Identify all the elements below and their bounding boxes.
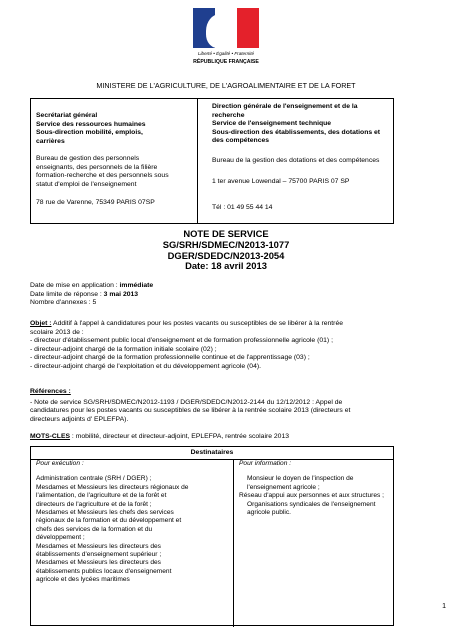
- execution-recipient: Mesdames et Messieurs les chefs des services: [36, 509, 174, 517]
- sg-bureau: [36, 155, 198, 189]
- execution-recipient: Mesdames et Messieurs les directeurs des: [36, 559, 161, 567]
- note-meta: [30, 282, 420, 308]
- dger-heading-line: Direction générale de l'enseignement et de la: [212, 103, 358, 110]
- execution-recipient: l'alimentation, de l'agriculture et de la forêt et: [36, 492, 167, 500]
- recipients-information: [239, 460, 393, 517]
- sg-bureau-line: statut d'emploi de l'enseignement: [36, 180, 137, 188]
- sg-heading-line: Secrétariat général: [36, 112, 98, 119]
- references-section: [30, 388, 430, 424]
- objet-item: - directeur d'établissement public local d'enseignement et de formation professionnelle agricole (01) ;: [30, 337, 333, 345]
- note-date: Date: 18 avril 2013: [185, 260, 267, 272]
- sg-bureau-line: Bureau de gestion des personnels: [36, 155, 140, 162]
- note-title-line: NOTE DE SERVICE: [183, 228, 269, 239]
- sender-box-sg: [30, 98, 198, 224]
- sg-bureau-line: enseignants, des personnels de la filière: [36, 163, 158, 171]
- execution-recipient: développement ;: [36, 534, 85, 542]
- dger-heading: [212, 103, 392, 146]
- dger-heading-line: recherche: [212, 111, 245, 119]
- note-title: [0, 229, 452, 272]
- republique-francaise-logo: [193, 8, 259, 72]
- flag-icon: [193, 8, 259, 48]
- information-recipient: l'enseignement agricole ;: [247, 483, 320, 491]
- references-line: directeurs adjoints d' EPLEFPA).: [30, 415, 129, 423]
- execution-recipient: Mesdames et Messieurs les directeurs régionaux de: [36, 483, 189, 491]
- application-date: Date de mise en application : immédiate: [30, 282, 154, 289]
- sender-box-dger: [197, 98, 394, 224]
- sg-address: 78 rue de Varenne, 75349 PARIS 07SP: [36, 199, 155, 206]
- sg-heading: [36, 112, 196, 146]
- logo-motto: Liberté • Égalité • Fraternité: [197, 51, 255, 56]
- execution-recipient: régionaux de la formation et du développement et: [36, 517, 182, 525]
- deadline-date: Date limite de réponse : 3 mai 2013: [30, 290, 139, 298]
- execution-recipient: directeurs de l'agriculture et de la forêt ;: [36, 500, 152, 508]
- ministry-name: MINISTERE DE L'AGRICULTURE, DE L'AGROALIMENTAIRE ET DE LA FORET: [96, 81, 356, 90]
- objet-item: - directeur-adjoint chargé de la formation professionnelle continue et de l'apprentissage (03) ;: [30, 354, 310, 362]
- execution-recipient: établissements d'enseignement supérieur ;: [36, 551, 162, 559]
- sg-bureau-line: formation-recherche et des personnels sous: [36, 172, 169, 180]
- objet-text-cont: scolaire 2013 de :: [30, 328, 84, 336]
- objet-item: - directeur-adjoint chargé de l'exploitation et du développement agricole (04).: [30, 362, 262, 370]
- references-label: Références :: [30, 388, 71, 395]
- keywords-text: : mobilité, directeur et directeur-adjoint, EPLEFPA, rentrée scolaire 2013: [70, 433, 290, 440]
- execution-recipient: chefs des services de la formation et du: [36, 525, 153, 533]
- objet-item: - directeur-adjoint chargé de la formation initiale scolaire (02) ;: [30, 345, 217, 353]
- execution-recipient: Administration centrale (SRH / DGER) ;: [36, 475, 152, 483]
- keywords-label: MOTS-CLES: [30, 433, 71, 440]
- objet-section: [30, 320, 430, 372]
- marianne-profile-icon: [206, 14, 234, 48]
- note-reference-sg: SG/SRH/SDMEC/N2013-1077: [162, 238, 290, 250]
- recipients-header: Destinataires: [31, 447, 393, 460]
- execution-recipient: établissements publics locaux d'enseignement: [36, 567, 172, 575]
- information-recipient: Organisations syndicales de l'enseignement: [247, 500, 376, 508]
- keywords-section: [30, 433, 430, 442]
- note-reference-dger: DGER/SDEDC/N2013-2054: [167, 249, 285, 261]
- references-line: - Note de service SG/SRH/SDMEC/N2012-1193 / DGER/SDEDC/N2012-2144 du 12/12/2012 : Appel de: [30, 398, 343, 406]
- information-recipient: Réseau d'appui aux personnes et aux structures ;: [239, 492, 384, 500]
- execution-recipient: agricole et des lycées maritimes: [36, 576, 130, 584]
- sg-heading-line: Sous-direction mobilité, emplois,: [36, 129, 143, 137]
- execution-recipient: Mesdames et Messieurs les directeurs des: [36, 542, 161, 550]
- objet-text: Additif à l'appel à candidatures pour les postes vacants ou susceptibles de se libérer à la rentrée: [51, 320, 344, 327]
- recipients-execution: [36, 460, 231, 585]
- sg-heading-line: Service des ressources humaines: [36, 120, 146, 128]
- dger-phone: Tél : 01 49 55 44 14: [212, 204, 273, 211]
- recipients-table: [30, 446, 394, 626]
- information-recipient: Monsieur le doyen de l'inspection de: [247, 475, 354, 483]
- annexes-count: Nombre d'annexes : 5: [30, 299, 97, 307]
- references-line: candidatures pour les postes vacants ou susceptibles de se libérer à la rentrée scolaire 2013 (directeurs et: [30, 407, 351, 415]
- information-label: Pour information :: [239, 460, 292, 467]
- page-number: 1: [442, 603, 446, 610]
- information-recipient: agricole public.: [247, 509, 291, 517]
- recipients-divider: [233, 459, 234, 627]
- sg-heading-line: carrières: [36, 137, 65, 145]
- objet-label: Objet :: [30, 320, 52, 327]
- dger-heading-line: Service de l'enseignement technique: [212, 120, 332, 128]
- dger-address: 1 ter avenue Lowendal – 75700 PARIS 07 SP: [212, 178, 350, 185]
- execution-label: Pour exécution :: [36, 460, 84, 467]
- logo-republic-name: RÉPUBLIQUE FRANÇAISE: [193, 59, 259, 65]
- dger-bureau: Bureau de la gestion des dotations et des compétences: [212, 157, 380, 164]
- dger-heading-line: Sous-direction des établissements, des dotations et: [212, 128, 381, 136]
- dger-heading-line: des compétences: [212, 137, 270, 145]
